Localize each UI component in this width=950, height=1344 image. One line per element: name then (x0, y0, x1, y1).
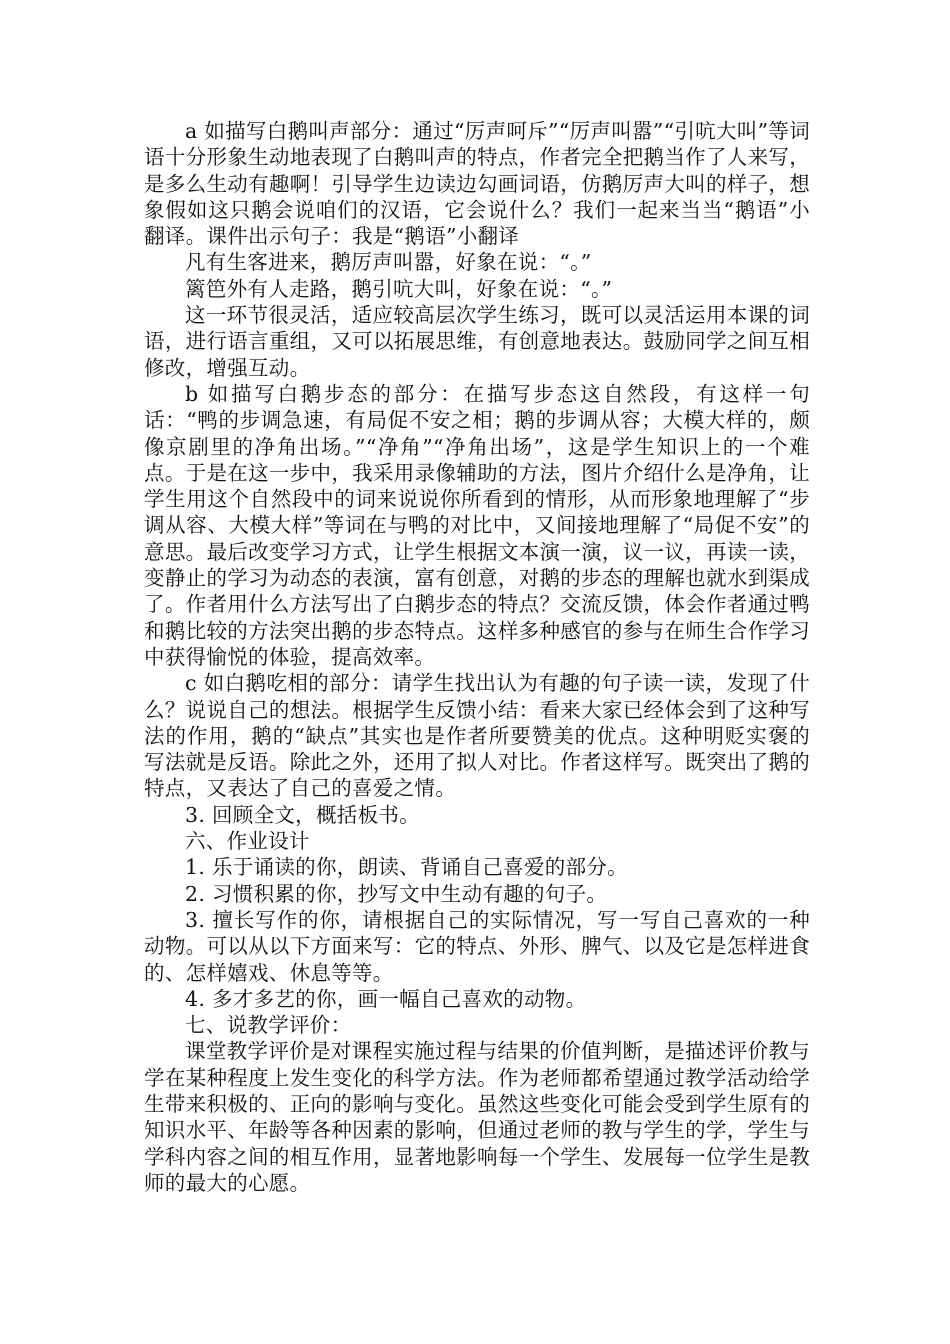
paragraph-translate-1: 凡有生客进来，鹅厉声叫嚣，好象在说：“。” (185, 250, 592, 275)
homework-item-3: 3. 擅长写作的你，请根据自己的实际情况，写一写自己喜欢的一种动物。可以从以下方面来写：它的特点、外形、脾气、以及它是怎样进食的、怎样嬉戏、休息等等。 (144, 907, 810, 985)
heading-evaluation: 七、说教学评价： (185, 1013, 352, 1038)
homework-item-2: 2. 习惯积累的你，抄写文中生动有趣的句子。 (185, 881, 608, 906)
homework-item-1: 1. 乐于诵读的你，朗读、背诵自己喜爱的部分。 (185, 855, 628, 880)
homework-item-4: 4. 多才多艺的你，画一幅自己喜欢的动物。 (185, 986, 587, 1011)
paragraph-flexible-practice: 这一环节很灵活，适应较高层次学生练习，既可以灵活运用本课的词语，进行语言重组，又可以拓展思维，有创意地表达。鼓励同学之间互相修改，增强互动。 (144, 303, 810, 380)
heading-homework: 六、作业设计 (185, 829, 310, 854)
paragraph-goose-gait: b 如描写白鹅步态的部分：在描写步态这自然段，有这样一句话：“鸭的步调急速，有局促不安之相；鹅的步调从容；大模大样的，颇像京剧里的净角出场。”“净角”“净角出场”，这是学生知识上的一个难点。于是在这一步中，我采用录像辅助的方法，图片介绍什么是净角，让学生用这个自然段中的词来说说你所看到的情形，从而形象地理解了“步调从容、大模大样”等词在与鸭的对比中，又间接地理解了“局促不安”的意思。最后改变学习方式，让学生根据文本演一演，议一议，再读一读，变静止的学习为动态的表演，富有创意，对鹅的步态的理解也就水到渠成了。作者用什么方法写出了白鹅步态的特点？交流反馈，体会作者通过鸭和鹅比较的方法突出鹅的步态特点。这样多种感官的参与在师生合作学习中获得愉悦的体验，提高效率。 (144, 381, 810, 669)
paragraph-goose-eating: c 如白鹅吃相的部分：请学生找出认为有趣的句子读一读，发现了什么？说说自己的想法。根据学生反馈小结：看来大家已经体会到了这种写法的作用，鹅的“缺点”其实也是作者所要赞美的优点。这种明贬实褒的写法就是反语。除此之外，还用了拟人对比。作者这样写。既突出了鹅的特点，又表达了自己的喜爱之情。 (144, 671, 810, 801)
document-page (144, 118, 810, 1196)
paragraph-evaluation: 课堂教学评价是对课程实施过程与结果的价值判断，是描述评价教与学在某种程度上发生变化的科学方法。作为老师都希望通过教学活动给学生带来积极的、正向的影响与变化。虽然这些变化可能会受到学生原有的知识水平、年龄等各种因素的影响，但通过老师的教与学生的学，学生与学科内容之间的相互作用，显著地影响每一个学生、发展每一位学生是教师的最大的心愿。 (144, 1039, 810, 1195)
paragraph-review: 3. 回顾全文，概括板书。 (185, 802, 420, 827)
paragraph-goose-call: a 如描写白鹅叫声部分：通过“厉声呵斥”“厉声叫嚣”“引吭大叫”等词语十分形象生动地表现了白鹅叫声的特点，作者完全把鹅当作了人来写，是多么生动有趣啊！引导学生边读边勾画词语，仿鹅厉声大叫的样子，想象假如这只鹅会说咱们的汉语，它会说什么？我们一起来当当“鹅语”小翻译。课件出示句子：我是“鹅语”小翻译 (144, 119, 810, 249)
paragraph-translate-2: 篱笆外有人走路，鹅引吭大叫，好象在说：“。” (185, 276, 613, 301)
